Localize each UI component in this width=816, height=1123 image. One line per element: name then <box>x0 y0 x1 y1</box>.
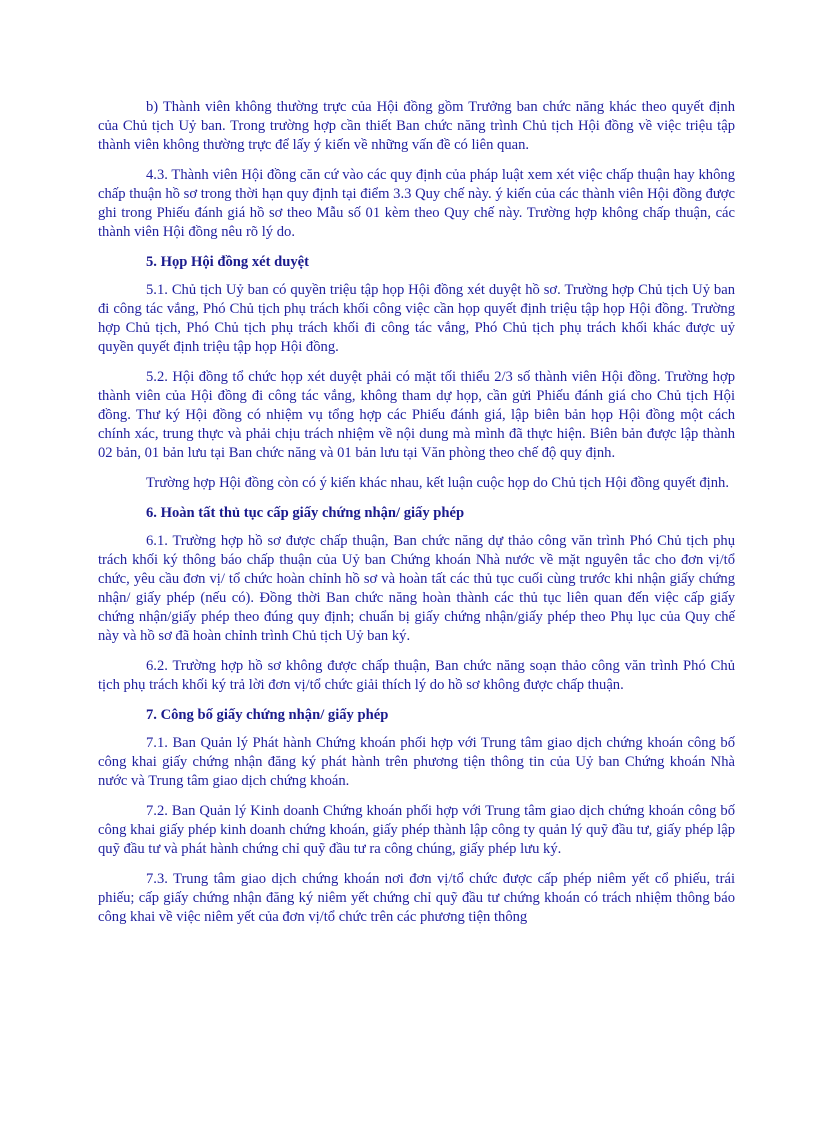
paragraph-5-2-continued: Trường hợp Hội đồng còn có ý kiến khác nhau, kết luận cuộc họp do Chủ tịch Hội đồng quyết định. <box>146 475 729 491</box>
document-page <box>98 98 735 938</box>
paragraph-5-1: 5.1. Chủ tịch Uỷ ban có quyền triệu tập họp Hội đồng xét duyệt hồ sơ. Trường hợp Chủ tịch Uỷ ban đi công tác vắng, Phó Chủ tịch phụ trách khối công việc cần họp quyết định triệu tập họp Hội đồng. Trường hợp Chủ tịch, Phó Chủ tịch phụ trách khối đi công tác vắng, Phó Chủ tịch phụ trách khối khác được uỷ quyền quyết định triệu tập họp Hội đồng. <box>98 282 735 355</box>
paragraph-5-2: 5.2. Hội đồng tổ chức họp xét duyệt phải có mặt tối thiểu 2/3 số thành viên Hội đồng. Trường hợp thành viên của Hội đồng đi công tác vắng, không tham dự họp, cần gửi Phiếu đánh giá cho Chủ tịch Hội đồng. Thư ký Hội đồng có nhiệm vụ tổng hợp các Phiếu đánh giá, lập biên bản họp Hội đồng một cách chính xác, trung thực và phải chịu trách nhiệm về nội dung mà mình đã thực hiện. Biên bản được lập thành 02 bản, 01 bản lưu tại Ban chức năng và 01 bản lưu tại Văn phòng theo chế độ quy định. <box>98 369 735 461</box>
paragraph-4-3: 4.3. Thành viên Hội đồng căn cứ vào các quy định của pháp luật xem xét việc chấp thuận hay không chấp thuận hồ sơ trong thời hạn quy định tại điểm 3.3 Quy chế này. ý kiến của các thành viên Hội đồng được ghi trong Phiếu đánh giá hồ sơ theo Mẫu số 01 kèm theo Quy chế này. Trường hợp không chấp thuận, các thành viên Hội đồng nêu rõ lý do. <box>98 167 735 240</box>
paragraph-7-1: 7.1. Ban Quản lý Phát hành Chứng khoán phối hợp với Trung tâm giao dịch chứng khoán công bố công khai giấy chứng nhận đăng ký phát hành trên phương tiện thông tin của Uỷ ban Chứng khoán Nhà nước và Trung tâm giao dịch chứng khoán. <box>98 735 735 789</box>
section-heading-7: 7. Công bố giấy chứng nhận/ giấy phép <box>146 707 389 723</box>
paragraph-4-2-b: b) Thành viên không thường trực của Hội đồng gồm Trưởng ban chức năng khác theo quyết định của Chủ tịch Uỷ ban. Trong trường hợp cần thiết Ban chức năng trình Chủ tịch Hội đồng về việc triệu tập thành viên không thường trực để lấy ý kiến về những vấn đề có liên quan. <box>98 99 735 153</box>
paragraph-7-2: 7.2. Ban Quản lý Kinh doanh Chứng khoán phối hợp với Trung tâm giao dịch chứng khoán công bố công khai giấy phép kinh doanh chứng khoán, giấy phép thành lập công ty quản lý quỹ đầu tư, giấy phép lập quỹ đầu tư và phát hành chứng chỉ quỹ đầu tư ra công chúng, giấy phép lưu ký. <box>98 803 735 857</box>
paragraph-6-2: 6.2. Trường hợp hồ sơ không được chấp thuận, Ban chức năng soạn thảo công văn trình Phó Chủ tịch phụ trách khối ký trả lời đơn vị/tổ chức giải thích lý do hồ sơ không được chấp thuận. <box>98 658 735 693</box>
section-heading-5: 5. Họp Hội đồng xét duyệt <box>146 254 309 270</box>
paragraph-6-1: 6.1. Trường hợp hồ sơ được chấp thuận, Ban chức năng dự thảo công văn trình Phó Chủ tịch phụ trách khối ký thông báo chấp thuận của Uỷ ban Chứng khoán Nhà nước về mặt nguyên tắc cho đơn vị/tổ chức, yêu cầu đơn vị/ tổ chức hoàn chỉnh hồ sơ và hoàn tất các thủ tục cuối cùng trước khi nhận giấy chứng nhận/ giấy phép (nếu có). Đồng thời Ban chức năng hoàn thành các thủ tục liên quan đến việc cấp giấy chứng nhận/giấy phép theo đúng quy định; chuẩn bị giấy chứng nhận/giấy phép theo Phụ lục của Quy chế này và hồ sơ đã hoàn chỉnh trình Chủ tịch Uỷ ban ký. <box>98 533 735 644</box>
section-heading-6: 6. Hoàn tất thủ tục cấp giấy chứng nhận/ giấy phép <box>146 505 465 521</box>
paragraph-7-3: 7.3. Trung tâm giao dịch chứng khoán nơi đơn vị/tổ chức được cấp phép niêm yết cổ phiếu, trái phiếu; cấp giấy chứng nhận đăng ký niêm yết chứng chỉ quỹ đầu tư chứng khoán có trách nhiệm thông báo công khai về việc niêm yết của đơn vị/tổ chức trên các phương tiện thông <box>98 871 735 925</box>
